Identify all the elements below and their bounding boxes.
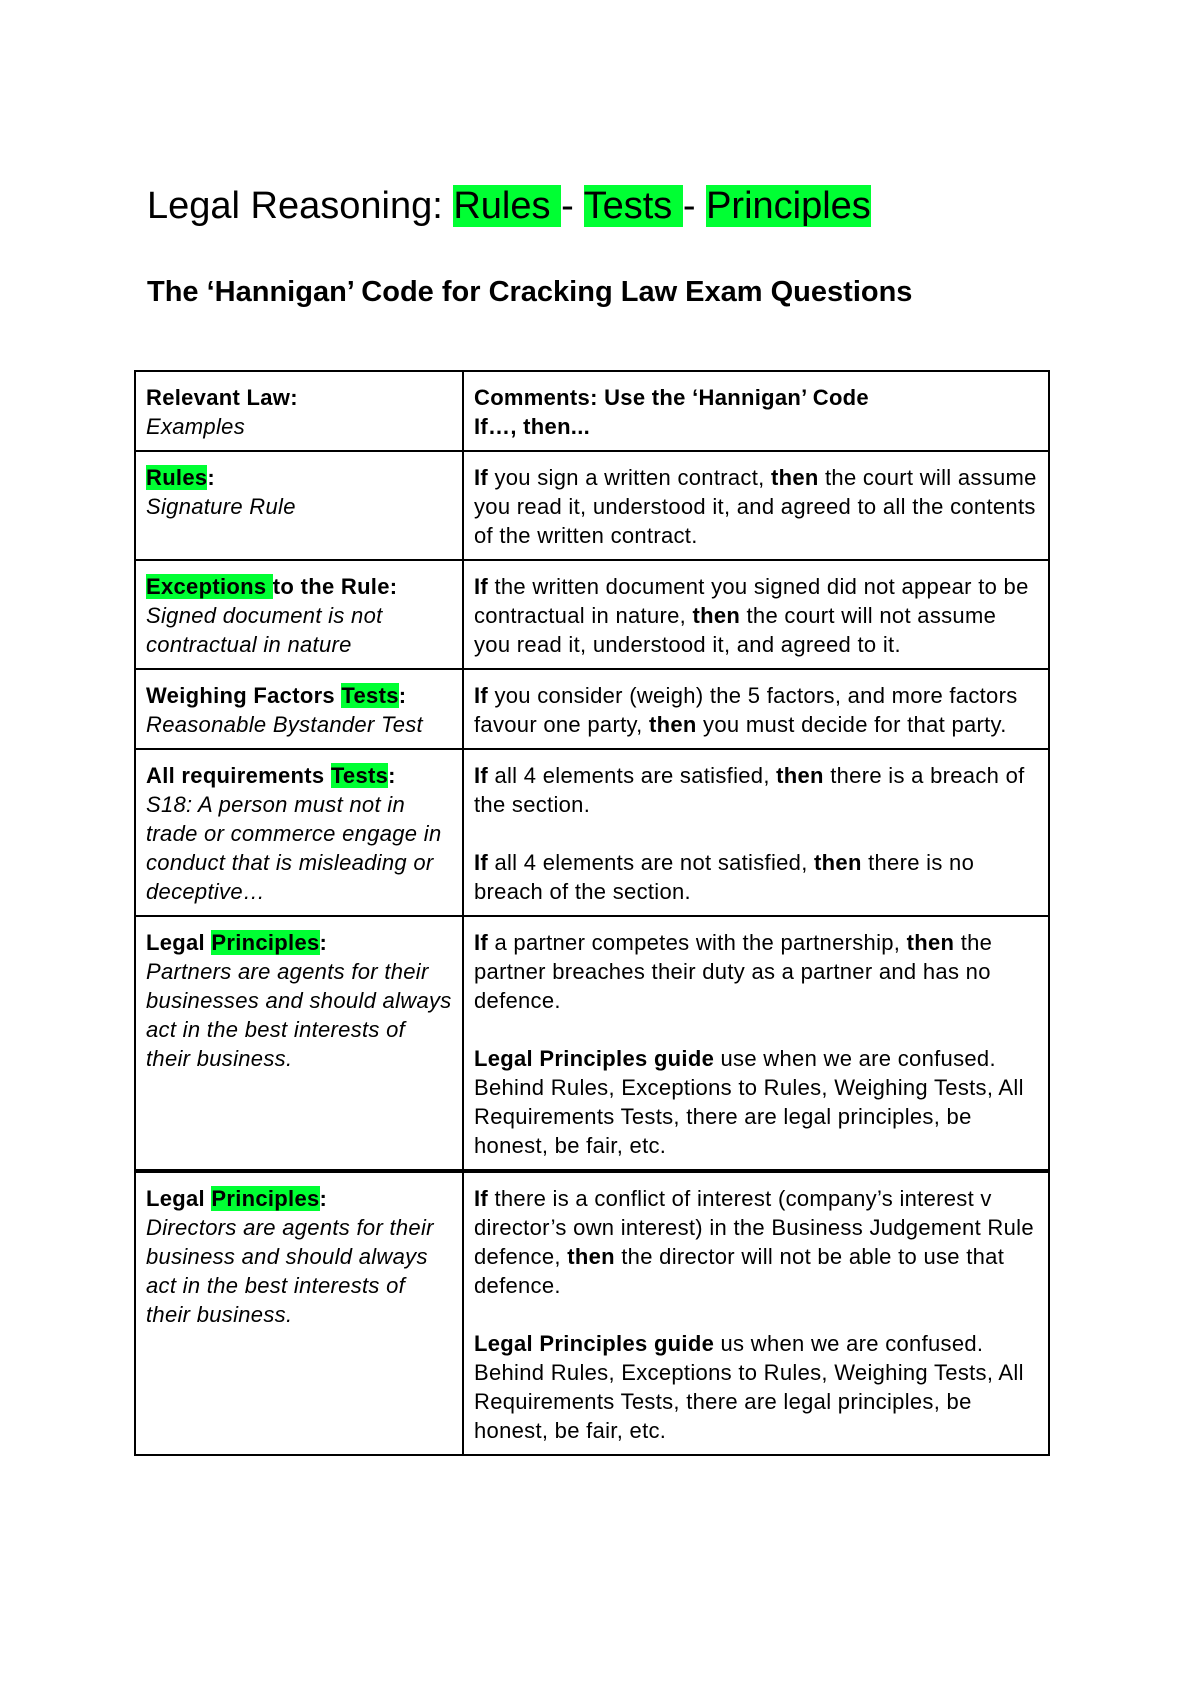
comment-cell [463,1171,1049,1455]
page-subtitle: The ‘Hannigan’ Code for Cracking Law Exam Questions [147,276,913,308]
header-col2-sub: If…, then... [474,414,591,439]
label-rest: : [319,1186,328,1211]
header-cell-comments [463,371,1049,451]
comment-text [474,928,1038,1015]
label-prefix: Legal [146,930,212,955]
law-example: Signed document is not contractual in nature [146,603,383,657]
label-highlight: Principles [211,930,320,955]
comment-text-2 [474,1044,1038,1160]
comment-part: the director will not be able to use that defence. [474,1244,1005,1298]
law-label [146,681,452,710]
law-example: Signature Rule [146,494,296,519]
comment-part: the written document you signed did not appear to be contractual in nature, [474,574,1029,628]
law-cell [135,560,463,669]
if-keyword: If [474,850,489,875]
title-principles-highlight: Principles [706,185,871,227]
title-separator-1: - [561,185,584,227]
header-col2-label: Comments: Use the ‘Hannigan’ Code [474,385,869,410]
comment-part: the partner breaches their duty as a partner and has no defence. [474,930,993,1013]
title-tests-highlight: Tests [583,185,683,227]
label-prefix: All requirements [146,763,331,788]
law-cell [135,916,463,1171]
law-cell [135,451,463,560]
header-col1-sub: Examples [146,414,245,439]
comment-text [474,681,1038,739]
comment-part: you consider (weigh) the 5 factors, and more factors favour one party, [474,683,1018,737]
law-example: Partners are agents for their businesses and should always act in the best interests of their business. [146,959,452,1071]
label-rest: to the Rule: [272,574,398,599]
table-row [135,451,1049,560]
then-keyword: then [648,712,697,737]
label-rest: : [388,763,396,788]
title-separator-2: - [682,185,707,227]
label-rest: : [319,930,328,955]
label-prefix: Legal [146,1186,212,1211]
comment-cell [463,451,1049,560]
table-row [135,749,1049,916]
comment-text [474,761,1038,819]
law-label [146,761,452,790]
comment-part: you must decide for that party. [696,712,1007,737]
comment-text [474,1184,1038,1300]
table-row [135,560,1049,669]
comment-part: all 4 elements are not satisfied, [488,850,815,875]
comment-part: you sign a written contract, [488,465,771,490]
title-prefix: Legal Reasoning: [147,185,454,227]
table-row [135,1171,1049,1455]
then-keyword: then [692,603,741,628]
principles-guide-bold: Legal Principles guide [474,1046,715,1071]
comment-part: there is a breach of the section. [474,763,1025,817]
comment-text-2 [474,848,1038,906]
comment-part: the court will assume you read it, understood it, and agreed to all the contents of the written contract. [474,465,1037,548]
comment-cell [463,916,1049,1171]
label-highlight: Exceptions [146,574,273,599]
label-highlight: Rules [146,465,208,490]
if-keyword: If [474,465,489,490]
header-cell-relevant-law [135,371,463,451]
comment-part: us when we are confused. Behind Rules, Exceptions to Rules, Weighing Tests, All Requirements Tests, there are legal principles, be honest, be fair, etc. [474,1331,1024,1443]
then-keyword: then [906,930,955,955]
table-row [135,669,1049,749]
law-example: Directors are agents for their business and should always act in the best interests of their business. [146,1215,434,1327]
law-example: Reasonable Bystander Test [146,712,423,737]
law-example: S18: A person must not in trade or commerce engage in conduct that is misleading or deceptive… [146,792,442,904]
label-rest: : [398,683,407,708]
then-keyword: then [567,1244,615,1269]
table-row [135,916,1049,1171]
comment-text [474,463,1038,550]
comment-part: the court will not assume you read it, understood it, and agreed to it. [474,603,997,657]
comment-cell [463,560,1049,669]
comment-text [474,572,1038,659]
comment-part: use when we are confused. Behind Rules, Exceptions to Rules, Weighing Tests, All Requirements Tests, there are legal principles, be honest, be fair, etc. [474,1046,1024,1158]
comment-part: there is a conflict of interest (company’s interest v director’s own interest) in the Business Judgement Rule defence, [474,1186,1034,1269]
law-cell [135,749,463,916]
header-col1-label: Relevant Law: [146,385,298,410]
if-keyword: If [474,574,489,599]
label-highlight: Principles [211,1186,320,1211]
law-label [146,463,452,492]
comment-cell [463,669,1049,749]
page-title [147,182,871,230]
if-keyword: If [474,763,489,788]
if-keyword: If [474,683,489,708]
label-highlight: Tests [330,763,389,788]
if-keyword: If [474,1186,489,1211]
title-rules-highlight: Rules [453,185,562,227]
comment-cell [463,749,1049,916]
comment-part: there is no breach of the section. [474,850,975,904]
code-table [134,370,1050,1456]
law-cell [135,669,463,749]
law-label [146,928,452,957]
comment-text-2 [474,1329,1038,1445]
then-keyword: then [776,763,824,788]
comment-part: a partner competes with the partnership, [488,930,907,955]
law-label [146,1184,452,1213]
law-cell [135,1171,463,1455]
comment-part: all 4 elements are satisfied, [488,763,777,788]
if-keyword: If [474,930,489,955]
label-rest: : [207,465,216,490]
table-header-row [135,371,1049,451]
label-prefix: Weighing Factors [146,683,342,708]
then-keyword: then [770,465,819,490]
law-label [146,572,452,601]
then-keyword: then [814,850,862,875]
label-highlight: Tests [341,683,399,708]
principles-guide-bold: Legal Principles guide [474,1331,715,1356]
